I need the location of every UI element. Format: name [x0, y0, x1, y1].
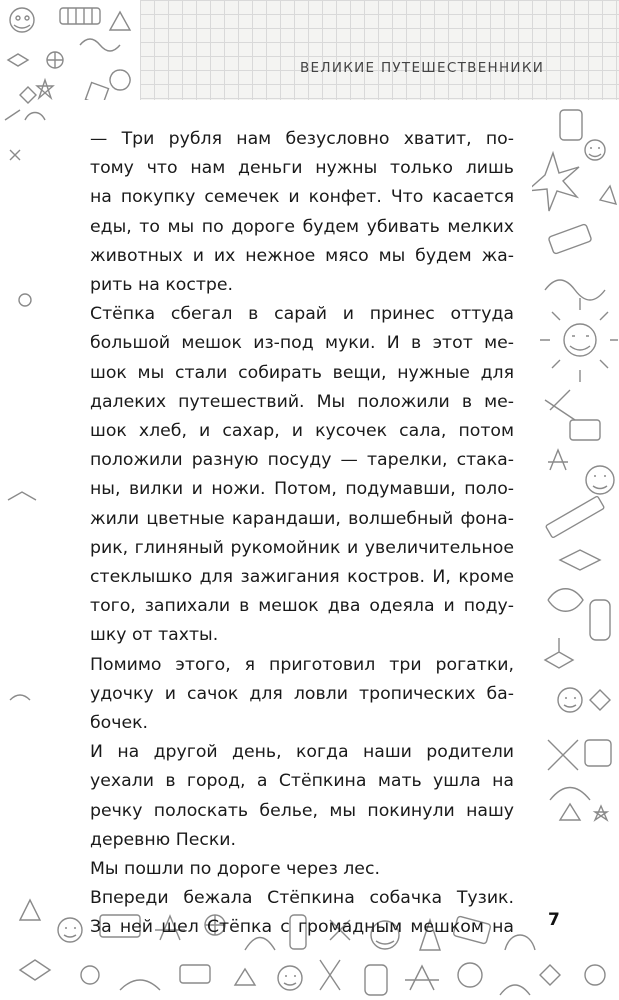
text-line: шок мы стали собирать вещи, нужные для [90, 362, 514, 383]
text-line: еды, то мы по дороге будем убивать мелких [90, 216, 514, 237]
text-line: на покупку семечек и конфет. Что касается [90, 187, 514, 208]
text-line: того, запихали в мешок два одеяла и поду- [90, 596, 514, 617]
text-line: И на другой день, когда наши родители [90, 742, 514, 763]
running-head-title: ВЕЛИКИЕ ПУТЕШЕСТВЕННИКИ [300, 60, 545, 76]
text-line: стеклышко для зажигания костров. И, кроме [90, 567, 514, 588]
text-line: положили разную посуду — тарелки, стака- [90, 450, 514, 471]
body-text [62, 125, 514, 943]
paragraph [62, 125, 514, 300]
paragraph [62, 855, 514, 884]
page-number: 7 [548, 910, 560, 930]
paragraph [62, 300, 514, 650]
text-line: большой мешок из-под муки. И в этот ме- [90, 333, 514, 354]
text-line: шок хлеб, и сахар, и кусочек сала, потом [90, 421, 514, 442]
text-line: За ней шел Стёпка с громадным мешком на [90, 917, 514, 938]
text-line: бочек. [90, 713, 149, 734]
text-line: удочку и сачок для ловли тропических ба- [90, 683, 514, 704]
text-line: Мы пошли по дороге через лес. [90, 859, 380, 880]
text-line: далеких путешествий. Мы положили в ме- [90, 391, 514, 412]
text-line: — Три рубля нам безусловно хватит, по- [90, 129, 514, 149]
text-line: рик, глиняный рукомойник и увеличительное [90, 537, 514, 558]
text-line: деревню Пески. [90, 829, 236, 850]
text-line: рить на костре. [90, 275, 234, 296]
text-line: ны, вилки и ножи. Потом, подумавши, поло- [90, 479, 514, 500]
text-line: речку полоскать белье, мы покинули нашу [90, 800, 514, 821]
paragraph [62, 884, 514, 942]
paragraph [62, 738, 514, 855]
text-line: тому что нам деньги нужны только лишь [90, 158, 514, 179]
header-graph-paper [140, 0, 619, 100]
text-line: Стёпка сбегал в сарай и принес оттуда [90, 304, 514, 325]
text-line: шку от тахты. [90, 625, 219, 646]
text-line: Помимо этого, я приготовил три рогатки, [90, 654, 514, 675]
text-line: Впереди бежала Стёпкина собачка Тузик. [90, 888, 514, 909]
text-line: жили цветные карандаши, волшебный фона- [90, 508, 514, 529]
paragraph [62, 651, 514, 739]
text-line: животных и их нежное мясо мы будем жа- [90, 245, 514, 266]
text-line: уехали в город, а Стёпкина мать ушла на [90, 771, 514, 792]
